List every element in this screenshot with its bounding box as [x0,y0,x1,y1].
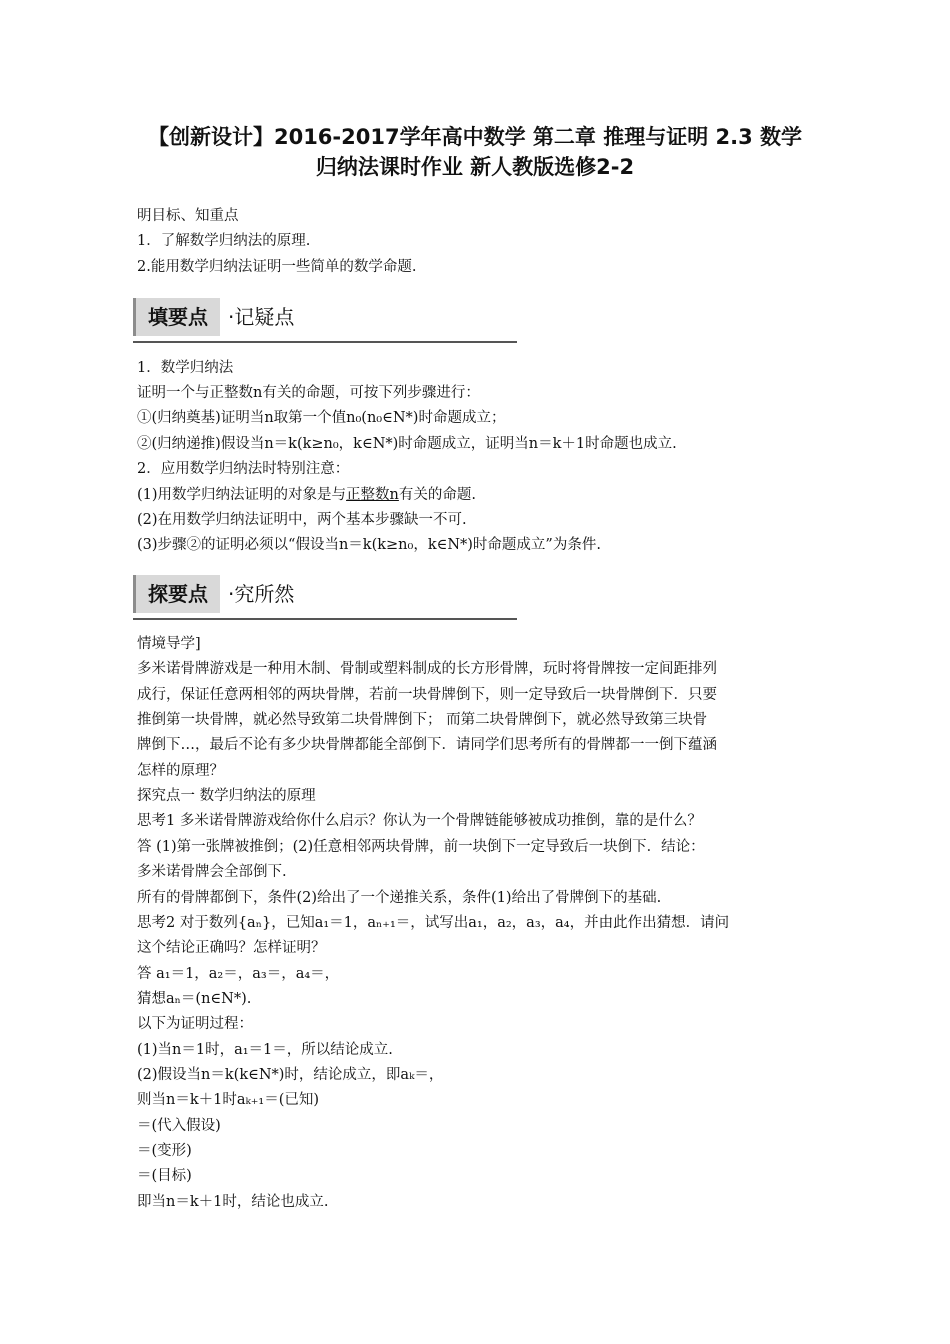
s1-line: (3)步骤②的证明必须以“假设当n＝k(k≥n₀，k∈N*)时命题成立”为条件. [137,537,601,553]
s2-line: 以下为证明过程： [137,1016,253,1032]
section-label-box: 探要点 [133,575,220,613]
objective-2: 2.能用数学归纳法证明一些简单的数学命题. [137,259,417,275]
s2-line: 猜想aₙ＝(n∈N*). [137,991,252,1007]
s2-line: 牌倒下…，最后不论有多少块骨牌都能全部倒下．请同学们思考所有的骨牌都一一倒下蕴涵 [137,737,717,753]
document-title [110,122,840,182]
section-header-key-points [133,298,517,344]
s1-line: 2．应用数学归纳法时特别注意： [137,461,350,477]
s2-line: ＝(变形) [137,1143,192,1159]
s1-line: (2)在用数学归纳法证明中，两个基本步骤缺一不可. [137,512,467,528]
s2-line: 成行，保证任意两相邻的两块骨牌，若前一块骨牌倒下，则一定导致后一块骨牌倒下．只要 [137,687,717,703]
objective-1: 1．了解数学归纳法的原理. [137,233,311,249]
s1-line: ①(归纳奠基)证明当n取第一个值n₀(n₀∈N*)时命题成立； [137,410,506,426]
section-header-explore [133,575,517,621]
section-label-box: 填要点 [133,298,220,336]
s2-line: 探究点一 数学归纳法的原理 [137,788,316,804]
s1-line: 1．数学归纳法 [137,360,234,376]
s2-line: 多米诺骨牌游戏是一种用木制、骨制或塑料制成的长方形骨牌，玩时将骨牌按一定间距排列 [137,661,717,677]
title-line-1: 【创新设计】2016-2017学年高中数学 第二章 推理与证明 2.3 数学 [147,125,803,149]
section-divider [133,618,517,620]
s2-line: 答 a₁＝1，a₂＝，a₃＝，a₄＝， [137,966,340,982]
title-line-2: 归纳法课时作业 新人教版选修2-2 [315,155,635,179]
s2-line: ＝(目标) [137,1168,192,1184]
s1-item-1 [137,485,476,505]
s2-line: 思考2 对于数列{aₙ}，已知a₁＝1，aₙ₊₁＝，试写出a₁，a₂，a₃，a₄，并由此作出猜想．请问 [137,915,730,931]
s2-line: (2)假设当n＝k(k∈N*)时，结论成立，即aₖ＝， [137,1067,444,1083]
s1-item-1-pre: (1)用数学归纳法证明的对象是与 [137,487,347,503]
s2-line: (1)当n＝1时，a₁＝1＝，所以结论成立. [137,1042,393,1058]
s2-line: 答 (1)第一张牌被推倒；(2)任意相邻两块骨牌，前一块倒下一定导致后一块倒下．结论： [137,839,705,855]
s1-line: 证明一个与正整数n有关的命题，可按下列步骤进行： [137,385,480,401]
section-subtitle: ·究所然 [228,582,295,606]
s2-line: 推倒第一块骨牌，就必然导致第二块骨牌倒下； 而第二块骨牌倒下，就必然导致第三块骨 [137,712,708,728]
section-subtitle: ·记疑点 [228,305,295,329]
s1-line: ②(归纳递推)假设当n＝k(k≥n₀，k∈N*)时命题成立，证明当n＝k＋1时命题也成立. [137,436,677,452]
s2-line: ＝(代入假设) [137,1118,221,1134]
section-divider [133,341,517,343]
s2-line: 则当n＝k＋1时aₖ₊₁＝(已知) [137,1092,320,1108]
s2-line: 这个结论正确吗？怎样证明？ [137,940,326,956]
s2-line: 情境导学] [137,636,201,652]
s2-line: 怎样的原理？ [137,763,224,779]
s1-item-1-post: 有关的命题. [398,487,476,503]
s1-item-1-underlined: 正整数n [346,487,399,503]
objectives-heading: 明目标、知重点 [137,208,239,224]
s2-line: 即当n＝k＋1时，结论也成立. [137,1194,329,1210]
s2-line: 所有的骨牌都倒下，条件(2)给出了一个递推关系，条件(1)给出了骨牌倒下的基础. [137,890,662,906]
s2-line: 思考1 多米诺骨牌游戏给你什么启示？你认为一个骨牌链能够被成功推倒，靠的是什么？ [137,813,702,829]
s2-line: 多米诺骨牌会全部倒下. [137,864,287,880]
